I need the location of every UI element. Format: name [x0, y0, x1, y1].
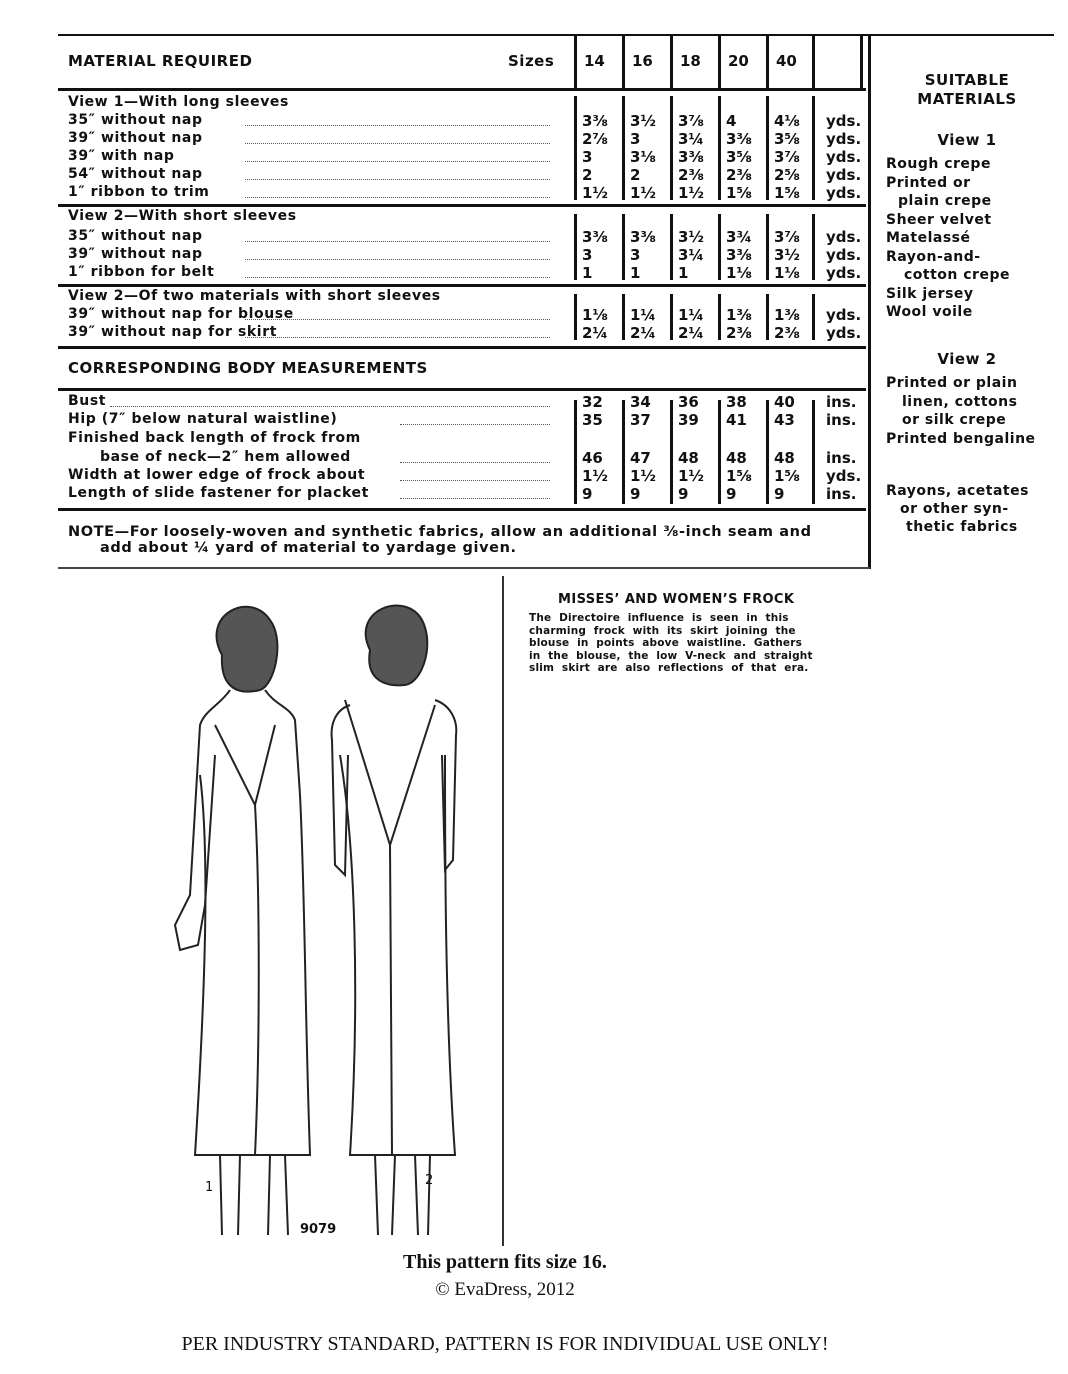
row-value: 41: [726, 411, 747, 429]
leader-dots: [245, 179, 550, 180]
row-value: 2¼: [630, 324, 656, 342]
leader-dots: [245, 143, 550, 144]
row-value: 38: [726, 393, 747, 411]
suitable-other-item: Rayons, acetates: [886, 483, 1029, 499]
leader-dots: [110, 406, 550, 407]
row-unit: yds.: [826, 112, 862, 130]
view-2-label: 2: [425, 1173, 434, 1188]
row-value: 3⅜: [630, 228, 656, 246]
description-line: slim skirt are also reflections of that era.: [529, 662, 809, 674]
row-value: 2: [630, 166, 641, 184]
table-row: [0, 112, 870, 130]
suitable-other-item: or other syn-: [900, 501, 1009, 517]
row-value: 1½: [582, 467, 608, 485]
material-required-title: MATERIAL REQUIRED: [68, 52, 253, 70]
row-unit: yds.: [826, 184, 862, 202]
row-value: 2⅝: [774, 166, 800, 184]
suitable-view1-item: Sheer velvet: [886, 211, 992, 228]
row-value: 1⅝: [726, 184, 752, 202]
row-label: Finished back length of frock from: [68, 430, 361, 446]
row-value: 2⅜: [678, 166, 704, 184]
row-value: 3⅞: [774, 148, 800, 166]
section-divider: [58, 204, 866, 207]
row-label: 1″ ribbon for belt: [68, 264, 215, 280]
suitable-view1-item: plain crepe: [898, 193, 992, 209]
row-unit: yds.: [826, 166, 862, 184]
row-unit: ins.: [826, 449, 857, 467]
column-divider: [766, 36, 769, 88]
row-value: 2: [582, 166, 593, 184]
suitable-view1-item: Rough crepe: [886, 156, 991, 172]
row-value: 3⅝: [726, 148, 752, 166]
table-row: [0, 246, 870, 264]
row-value: 2¼: [582, 324, 608, 342]
suitable-view1-item: cotton crepe: [904, 267, 1010, 283]
suitable-view2-title: View 2: [937, 350, 997, 368]
row-value: 3: [582, 246, 593, 264]
row-label: Length of slide fastener for placket: [68, 485, 369, 501]
size-header-20: 20: [728, 52, 749, 70]
row-value: 3⅜: [582, 112, 608, 130]
description-line: The Directoire influence is seen in this: [529, 612, 789, 624]
note-line-1: NOTE—For loosely-woven and synthetic fabrics, allow an additional ⅜-inch seam and: [68, 524, 812, 540]
suitable-view1-title: View 1: [937, 131, 997, 149]
leader-dots: [400, 498, 550, 499]
row-value: 1½: [630, 184, 656, 202]
row-value: 2⅞: [582, 130, 608, 148]
table-row: [0, 184, 870, 202]
row-value: 1½: [678, 184, 704, 202]
row-label: 35″ without nap: [68, 112, 203, 128]
row-value: 1⅝: [774, 184, 800, 202]
section-title: View 2—With short sleeves: [68, 208, 297, 224]
row-label: Bust: [68, 393, 107, 409]
leader-dots: [400, 462, 550, 463]
leader-dots: [245, 161, 550, 162]
size-header-16: 16: [632, 52, 653, 70]
section-title: View 1—With long sleeves: [68, 94, 289, 110]
leader-dots: [245, 241, 550, 242]
table-row: [0, 467, 870, 485]
row-value: 32: [582, 393, 603, 411]
row-value: 3⅜: [726, 130, 752, 148]
row-label: 39″ without nap: [68, 246, 203, 262]
row-value: 1⅛: [726, 264, 752, 282]
figure-view-1: [175, 607, 310, 1235]
figure-view-2: [332, 606, 457, 1235]
size-header-18: 18: [680, 52, 701, 70]
leader-dots: [245, 197, 550, 198]
table-row: [0, 430, 870, 448]
row-label: 54″ without nap: [68, 166, 203, 182]
dress-illustration: [160, 595, 500, 1245]
row-value: 48: [774, 449, 795, 467]
leader-dots: [245, 319, 550, 320]
sizes-label: Sizes: [508, 52, 555, 70]
table-row: [0, 393, 870, 411]
row-value: 1⅜: [726, 306, 752, 324]
row-value: 46: [582, 449, 603, 467]
row-value: 1: [582, 264, 593, 282]
section-divider: [58, 284, 866, 287]
row-value: 1: [630, 264, 641, 282]
row-value: 3½: [774, 246, 800, 264]
leader-dots: [400, 424, 550, 425]
row-value: 36: [678, 393, 699, 411]
row-value: 9: [630, 485, 641, 503]
copyright: © EvaDress, 2012: [435, 1279, 575, 1300]
description-line: blouse in points above waistline. Gathers: [529, 637, 803, 649]
row-value: 9: [774, 485, 785, 503]
row-unit: yds.: [826, 228, 862, 246]
row-value: 2⅜: [726, 324, 752, 342]
table-row: [0, 130, 870, 148]
suitable-view2-item: linen, cottons: [902, 393, 1018, 410]
row-value: 3⅜: [582, 228, 608, 246]
row-value: 4: [726, 112, 737, 130]
row-value: 35: [582, 411, 603, 429]
row-value: 48: [678, 449, 699, 467]
row-value: 3⅞: [678, 112, 704, 130]
row-value: 39: [678, 411, 699, 429]
row-value: 48: [726, 449, 747, 467]
row-label: 39″ without nap for skirt: [68, 324, 277, 340]
row-value: 1¼: [678, 306, 704, 324]
row-value: 3: [630, 130, 641, 148]
leader-dots: [245, 259, 550, 260]
row-unit: yds.: [826, 130, 862, 148]
section-title: View 2—Of two materials with short sleeves: [68, 288, 441, 304]
note-line-2: add about ¼ yard of material to yardage given.: [100, 540, 517, 556]
row-value: 40: [774, 393, 795, 411]
column-divider: [860, 36, 863, 88]
body-measurements-title: CORRESPONDING BODY MEASUREMENTS: [68, 359, 428, 377]
row-value: 1⅝: [726, 467, 752, 485]
row-unit: ins.: [826, 485, 857, 503]
row-value: 3¼: [678, 246, 704, 264]
row-value: 2⅜: [726, 166, 752, 184]
suitable-view1-item: Printed or: [886, 174, 971, 191]
row-value: 47: [630, 449, 651, 467]
row-label: Hip (7″ below natural waistline): [68, 411, 338, 427]
row-unit: yds.: [826, 467, 862, 485]
row-value: 1⅛: [774, 264, 800, 282]
table-top-border: [58, 34, 1054, 36]
section-divider: [58, 346, 866, 349]
row-value: 1⅛: [582, 306, 608, 324]
table-row: [0, 228, 870, 246]
suitable-view2-item: Printed bengaline: [886, 430, 1036, 447]
row-value: 1½: [678, 467, 704, 485]
row-label: 39″ without nap for blouse: [68, 306, 294, 322]
illustration-divider: [502, 576, 504, 1246]
table-row: [0, 411, 870, 429]
table-row: [0, 306, 870, 324]
leader-dots: [245, 277, 550, 278]
row-value: 3: [582, 148, 593, 166]
row-unit: yds.: [826, 264, 862, 282]
leader-dots: [400, 480, 550, 481]
row-value: 1½: [582, 184, 608, 202]
size-header-40: 40: [776, 52, 797, 70]
description-line: charming frock with its skirt joining the: [529, 624, 796, 637]
view-1-label: 1: [205, 1180, 214, 1195]
table-row: [0, 324, 870, 342]
row-unit: ins.: [826, 393, 857, 411]
row-value: 9: [582, 485, 593, 503]
column-divider: [718, 36, 721, 88]
row-value: 3⅜: [726, 246, 752, 264]
row-unit: yds.: [826, 306, 862, 324]
description-line: in the blouse, the low V-neck and straight: [529, 649, 813, 662]
row-value: 1⅜: [774, 306, 800, 324]
usage-notice: PER INDUSTRY STANDARD, PATTERN IS FOR INDIVIDUAL USE ONLY!: [181, 1333, 829, 1355]
row-value: 1: [678, 264, 689, 282]
table-row: [0, 148, 870, 166]
suitable-view2-item: or silk crepe: [902, 412, 1007, 428]
row-value: 34: [630, 393, 651, 411]
row-value: 3½: [630, 112, 656, 130]
row-value: 1⅝: [774, 467, 800, 485]
row-label: 35″ without nap: [68, 228, 203, 244]
description-title: MISSES’ AND WOMEN’S FROCK: [558, 592, 795, 607]
row-label: 39″ with nap: [68, 148, 175, 164]
row-value: 3⅝: [774, 130, 800, 148]
pattern-number: 9079: [300, 1222, 337, 1237]
row-value: 9: [678, 485, 689, 503]
row-value: 3½: [678, 228, 704, 246]
table-row: [0, 166, 870, 184]
row-unit: yds.: [826, 246, 862, 264]
suitable-title-1: SUITABLE: [924, 71, 1010, 89]
section-divider: [58, 508, 866, 511]
row-value: 3¼: [678, 130, 704, 148]
row-unit: yds.: [826, 148, 862, 166]
suitable-view1-item: Silk jersey: [886, 285, 974, 302]
row-label: base of neck—2″ hem allowed: [100, 449, 351, 465]
section-divider: [58, 388, 866, 391]
row-label: 1″ ribbon to trim: [68, 184, 210, 200]
table-row: [0, 449, 870, 467]
row-label: 39″ without nap: [68, 130, 203, 146]
row-value: 1½: [630, 467, 656, 485]
column-divider: [812, 36, 815, 88]
column-divider: [574, 36, 577, 88]
table-row: [0, 485, 870, 503]
row-value: 9: [726, 485, 737, 503]
column-divider: [670, 36, 673, 88]
row-unit: yds.: [826, 324, 862, 342]
suitable-view1-item: Wool voile: [886, 304, 973, 320]
table-bottom-border: [58, 567, 870, 569]
row-value: 43: [774, 411, 795, 429]
row-value: 37: [630, 411, 651, 429]
row-value: 3: [630, 246, 641, 264]
row-value: 3⅛: [630, 148, 656, 166]
row-value: 2¼: [678, 324, 704, 342]
row-value: 1¼: [630, 306, 656, 324]
row-value: 4⅛: [774, 112, 800, 130]
leader-dots: [245, 125, 550, 126]
leader-dots: [245, 337, 550, 338]
table-row: [0, 264, 870, 282]
row-value: 3⅞: [774, 228, 800, 246]
suitable-title-2: MATERIALS: [917, 90, 1017, 108]
fits-size-note: This pattern fits size 16.: [403, 1251, 607, 1273]
row-value: 3⅜: [678, 148, 704, 166]
table-header-divider: [58, 88, 866, 91]
size-header-14: 14: [584, 52, 605, 70]
row-label: Width at lower edge of frock about: [68, 467, 366, 483]
row-unit: ins.: [826, 411, 857, 429]
suitable-view1-item: Matelassé: [886, 230, 971, 246]
suitable-view2-item: Printed or plain: [886, 375, 1018, 391]
suitable-other-item: thetic fabrics: [906, 519, 1018, 535]
row-value: 3¾: [726, 228, 752, 246]
column-divider: [622, 36, 625, 88]
row-value: 2⅜: [774, 324, 800, 342]
suitable-view1-item: Rayon-and-: [886, 248, 981, 265]
